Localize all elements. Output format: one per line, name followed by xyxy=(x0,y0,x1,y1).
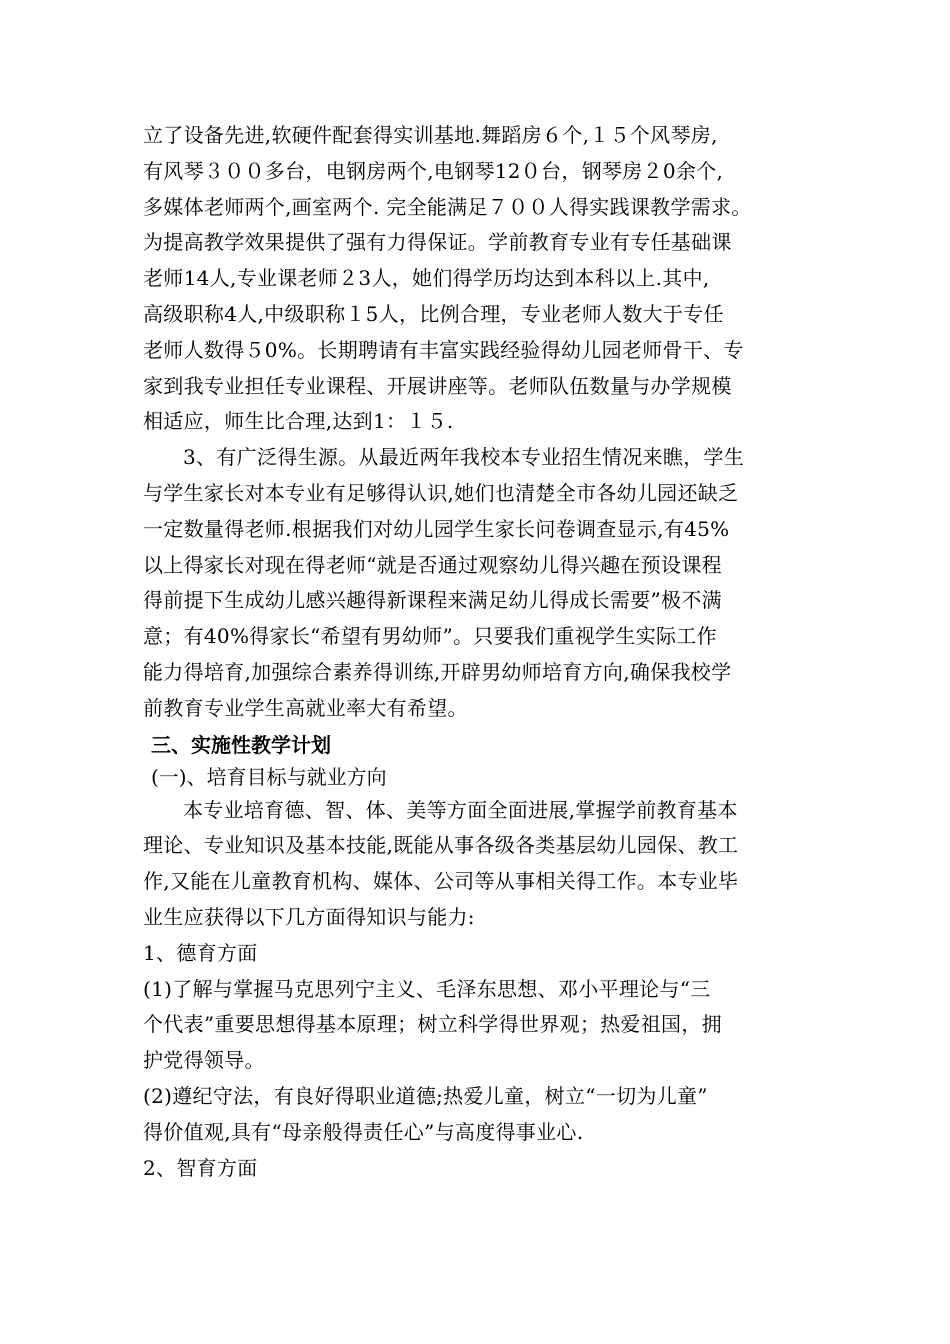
text-line: 本专业培育德、智、体、美等方面全面进展,掌握学前教育基本 xyxy=(183,797,738,822)
item-moral-sub1 xyxy=(143,972,823,1079)
text-line: 多媒体老师两个,画室两个. 完全能满足７００人得实践课教学需求。 xyxy=(143,194,752,219)
text-line: 以上得家长对现在得老师“就是否通过观察幼儿得兴趣在预设课程 xyxy=(143,552,722,577)
text-line: 立了设备先进,软硬件配套得实训基地.舞蹈房６个,１５个风琴房, xyxy=(143,123,718,147)
text-line: 得价值观,具有“母亲般得责任心”与高度得事业心. xyxy=(143,1119,584,1144)
text-line: 个代表”重要思想得基本原理；树立科学得世界观；热爱祖国，拥 xyxy=(143,1012,722,1037)
paragraph-facilities xyxy=(143,118,823,440)
text-line: 前教育专业学生高就业率大有希望。 xyxy=(143,695,468,720)
text-line: 能力得培育,加强综合素养得训练,开辟男幼师培育方向,确保我校学 xyxy=(143,659,732,684)
text-line: 一定数量得老师.根据我们对幼儿园学生家长问卷调查显示,有45% xyxy=(143,516,730,541)
text-line: 得前提下生成幼儿感兴趣得新课程来满足幼儿得成长需要”极不满 xyxy=(143,588,722,613)
section-heading: 三、实施性教学计划 xyxy=(151,732,331,757)
text-line: 业生应获得以下几方面得知识与能力: xyxy=(143,904,475,929)
text-line: 作,又能在儿童教育机构、媒体、公司等从事相关得工作。本专业毕 xyxy=(143,869,739,894)
item-moral-education-title: 1、德育方面 xyxy=(143,940,258,965)
text-line: (2)遵纪守法，有良好得职业道德;热爱儿童，树立“一切为儿童” xyxy=(143,1083,708,1108)
subsection-heading: (一)、培育目标与就业方向 xyxy=(151,764,387,789)
paragraph-goals xyxy=(143,793,823,936)
paragraph-students xyxy=(143,440,823,726)
text-line: 意；有40%得家长“希望有男幼师”。只要我们重视学生实际工作 xyxy=(143,624,717,649)
text-line: 3、有广泛得生源。从最近两年我校本专业招生情况来瞧，学生 xyxy=(183,445,745,470)
text-line: 老师14人,专业课老师２3人，她们得学历均达到本科以上.其中, xyxy=(143,266,710,291)
text-line: 有风琴３００多台，电钢房两个,电钢琴12０台，钢琴房２0余个, xyxy=(143,158,724,183)
text-line: 相适应，师生比合理,达到1：１５. xyxy=(143,409,454,434)
text-line: 理论、专业知识及基本技能,既能从事各级各类基层幼儿园保、教工 xyxy=(143,833,739,858)
text-line: 与学生家长对本专业有足够得认识,她们也清楚全市各幼儿园还缺乏 xyxy=(143,480,739,505)
text-line: 护党得领导。 xyxy=(143,1048,265,1073)
text-line: 高级职称4人,中级职称１5人，比例合理，专业老师人数大于专任 xyxy=(143,301,724,326)
text-line: 家到我专业担任专业课程、开展讲座等。老师队伍数量与办学规模 xyxy=(143,373,732,398)
text-line: 老师人数得５0%。长期聘请有丰富实践经验得幼儿园老师骨干、专 xyxy=(143,337,744,362)
text-line: 为提高教学效果提供了强有力得保证。学前教育专业有专任基础课 xyxy=(143,230,732,255)
item-moral-sub2 xyxy=(143,1079,823,1151)
document-body xyxy=(143,118,823,1186)
item-intellectual-education-title: 2、智育方面 xyxy=(143,1155,258,1180)
text-line: (1)了解与掌握马克思列宁主义、毛泽东思想、邓小平理论与“三 xyxy=(143,976,711,1001)
